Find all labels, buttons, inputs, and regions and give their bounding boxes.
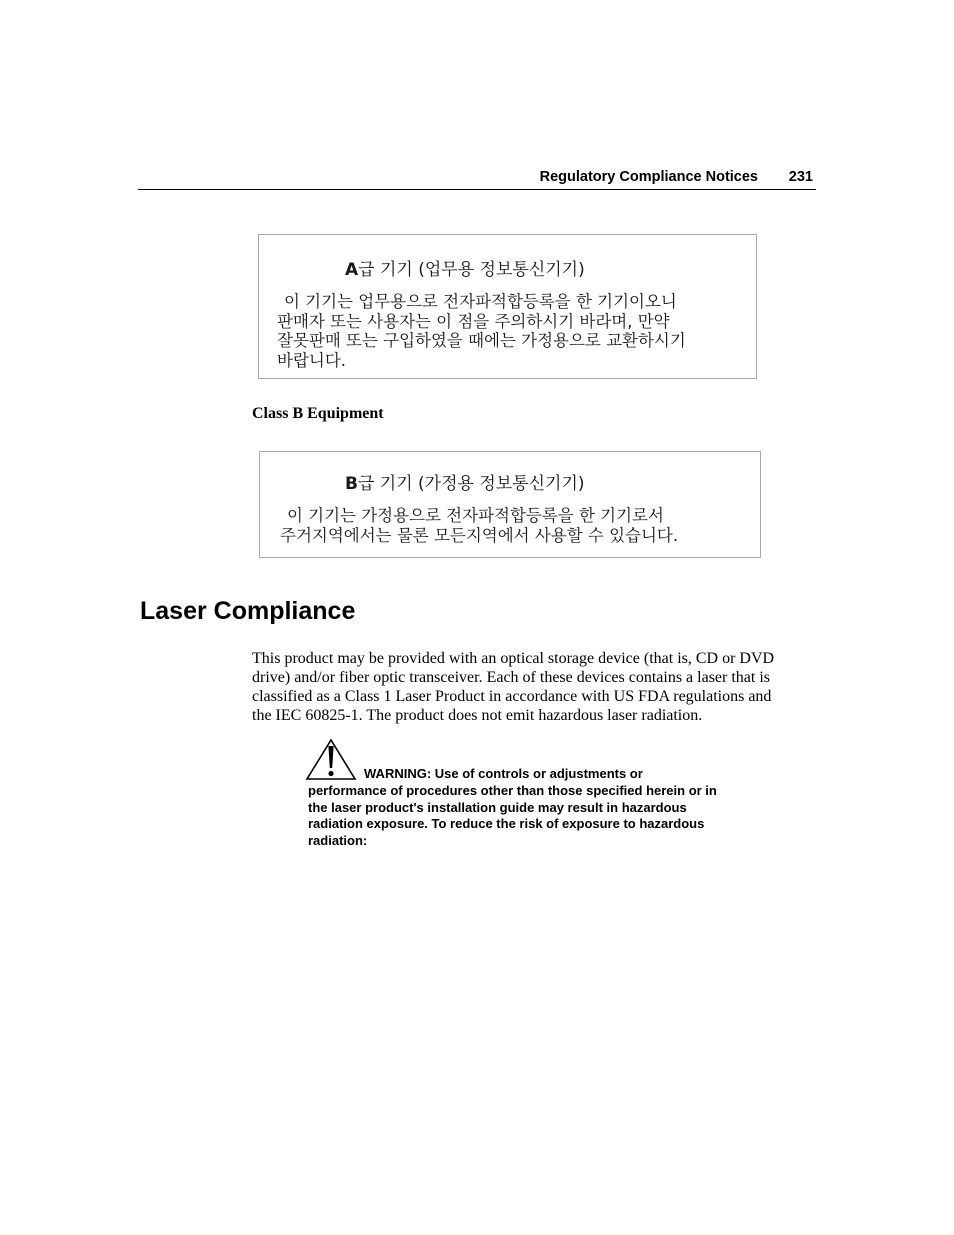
class-a-notice-image (258, 234, 757, 379)
warning-text (308, 766, 778, 850)
class-a-line: 바랍니다. (277, 350, 347, 370)
warning-line: the laser product's installation guide may result in hazardous (308, 799, 687, 815)
class-b-line: 주거지역에서는 물론 모든지역에서 사용할 수 있습니다. (280, 525, 679, 545)
paragraph-line: the IEC 60825-1. The product does not emit hazardous laser radiation. (252, 707, 703, 724)
class-a-notice-heading (345, 255, 585, 280)
class-b-label: Class B Equipment (252, 405, 384, 422)
warning-line: radiation: (308, 833, 368, 849)
warning-line: radiation exposure. To reduce the risk of exposure to hazardous (308, 816, 705, 832)
page-header (138, 168, 816, 190)
warning-line: performance of procedures other than those specified herein or in (308, 782, 717, 798)
class-a-heading-text: 급 기기 (업무용 정보통신기기) (358, 260, 585, 280)
class-a-line: 이 기기는 업무용으로 전자파적합등록을 한 기기이오니 (284, 292, 677, 311)
paragraph-line: This product may be provided with an optical storage device (that is, CD or DVD (252, 650, 775, 667)
class-b-line: 이 기기는 가정용으로 전자파적합등록을 한 기기로서 (287, 506, 664, 525)
class-b-notice-image (259, 451, 761, 558)
class-a-line: 잘못판매 또는 구입하였을 때에는 가정용으로 교환하시기 (277, 331, 686, 350)
section-title: Laser Compliance (140, 597, 356, 625)
class-b-notice-body (280, 506, 678, 545)
paragraph-line: classified as a Class 1 Laser Product in accordance with US FDA regulations and (252, 688, 772, 705)
class-a-line: 판매자 또는 사용자는 이 점을 주의하시기 바라며, 만약 (277, 311, 670, 331)
class-b-notice-heading (345, 469, 585, 494)
laser-paragraph (252, 649, 818, 725)
class-b-letter: B (345, 474, 358, 494)
header-title: Regulatory Compliance Notices (539, 169, 758, 185)
paragraph-line: drive) and/or fiber optic transceiver. Each of these devices contains a laser that is (252, 669, 771, 686)
class-b-heading-text: 급 기기 (가정용 정보통신기기) (357, 474, 585, 494)
page-number: 231 (788, 169, 813, 185)
warning-line: WARNING: Use of controls or adjustments or (364, 766, 643, 781)
class-a-notice-body (277, 292, 686, 370)
class-a-letter: A (345, 260, 359, 280)
